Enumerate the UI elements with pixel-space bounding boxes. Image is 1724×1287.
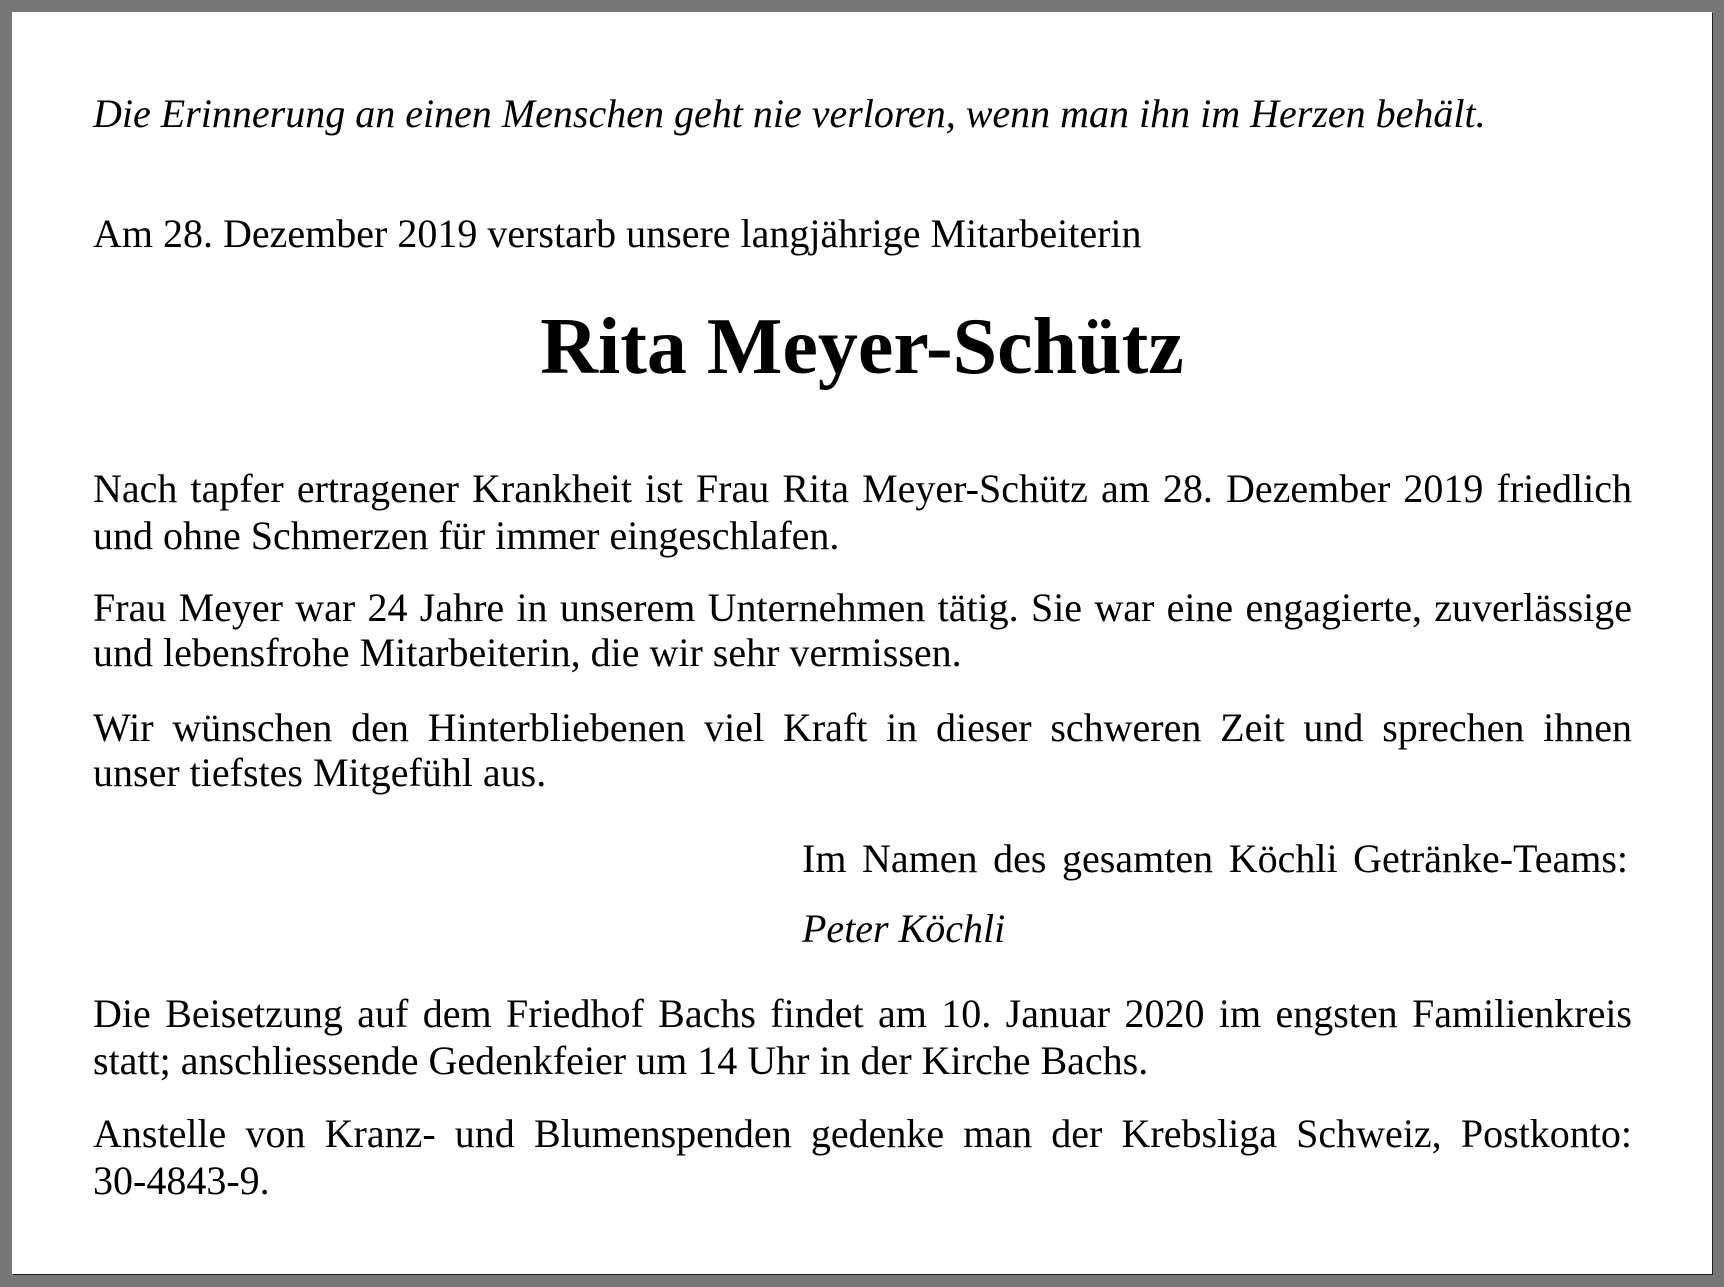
paragraph-line: und ohne Schmerzen für immer eingeschlafen. <box>93 513 840 558</box>
paragraph-line: Frau Meyer war 24 Jahre in unserem Unternehmen tätig. Sie war eine engagierte, zuverlässige <box>93 585 1632 630</box>
intro-line: Am 28. Dezember 2019 verstarb unsere langjährige Mitarbeiterin <box>93 211 1142 256</box>
paragraph-line: Nach tapfer ertragener Krankheit ist Frau Rita Meyer-Schütz am 28. Dezember 2019 friedlich <box>93 466 1632 511</box>
obituary-page <box>12 12 1712 1274</box>
paragraph-line: Anstelle von Kranz- und Blumenspenden gedenke man der Krebsliga Schweiz, Postkonto: <box>93 1111 1632 1156</box>
signature-line: Im Namen des gesamten Köchli Getränke-Teams: <box>802 836 1628 881</box>
memorial-quote: Die Erinnerung an einen Menschen geht nie verloren, wenn man ihn im Herzen behält. <box>93 91 1486 136</box>
signature-name: Peter Köchli <box>802 906 1006 951</box>
paragraph-line: unser tiefstes Mitgefühl aus. <box>93 750 547 795</box>
paragraph-line: Wir wünschen den Hinterbliebenen viel Kraft in dieser schweren Zeit und sprechen ihnen <box>93 705 1632 750</box>
deceased-name: Rita Meyer-Schütz <box>540 303 1184 391</box>
paragraph-line: statt; anschliessende Gedenkfeier um 14 Uhr in der Kirche Bachs. <box>93 1038 1149 1083</box>
paragraph-line: Die Beisetzung auf dem Friedhof Bachs findet am 10. Januar 2020 im engsten Familienkreis <box>93 991 1632 1036</box>
paragraph-line: 30-4843-9. <box>93 1158 270 1203</box>
paragraph-line: und lebensfrohe Mitarbeiterin, die wir sehr vermissen. <box>93 630 962 675</box>
